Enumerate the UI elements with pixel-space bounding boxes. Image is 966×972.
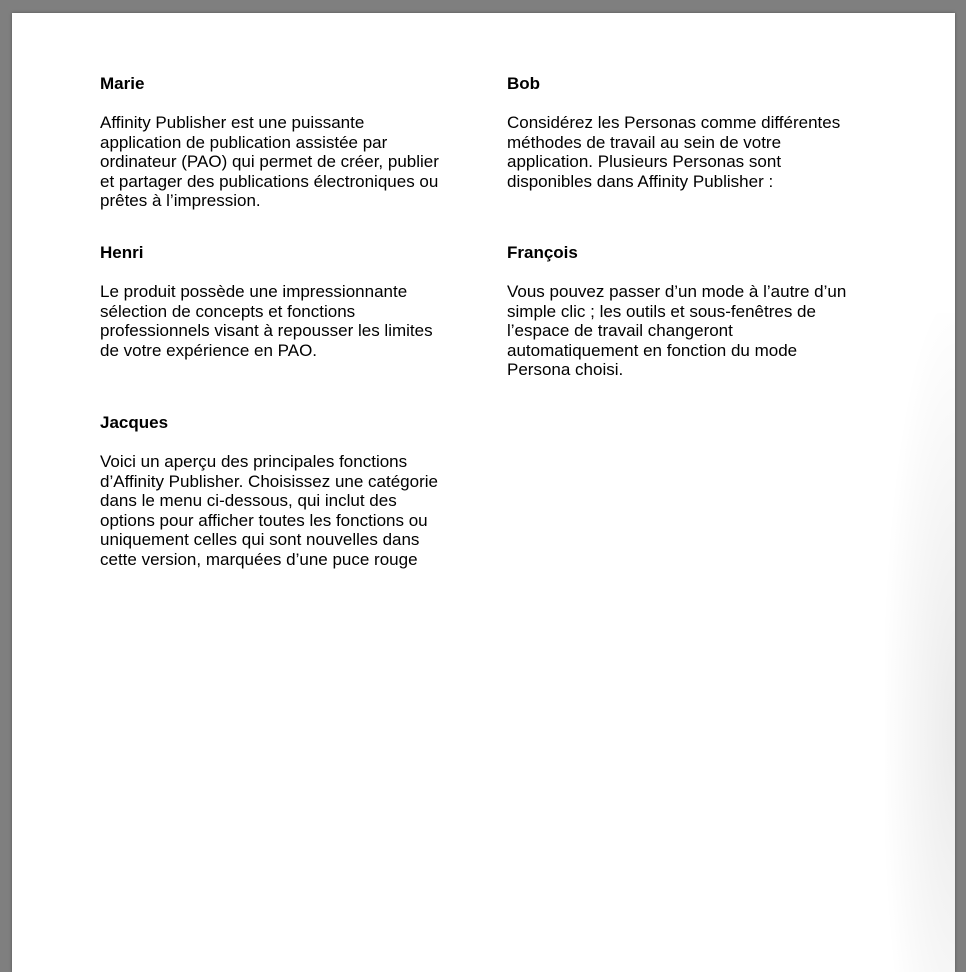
- entry-paragraph: Considérez les Personas comme différentes méthodes de travail au sein de votre application. Plusieurs Personas sont disponibles dans Affinity Publisher :: [507, 113, 841, 191]
- entry-bob: [507, 74, 852, 191]
- entry-marie: [100, 74, 445, 211]
- entry-francois: [507, 243, 852, 380]
- entry-heading: Jacques: [100, 413, 169, 432]
- entry-henri: [100, 243, 445, 360]
- entry-heading: Henri: [100, 243, 144, 262]
- entry-paragraph: Affinity Publisher est une puissante application de publication assistée par ordinateur (PAO) qui permet de créer, publier et partager des publications électroniques ou prêtes à l’impression.: [100, 113, 439, 211]
- entry-paragraph: Le produit possède une impressionnante sélection de concepts et fonctions professionnels visant à repousser les limites de votre expérience en PAO.: [100, 282, 433, 360]
- entry-paragraph: Vous pouvez passer d’un mode à l’autre d’un simple clic ; les outils et sous-fenêtres de l’espace de travail changeront automatiquement en fonction du mode Persona choisi.: [507, 282, 847, 380]
- entry-heading: Bob: [507, 74, 541, 93]
- entry-heading: Marie: [100, 74, 145, 93]
- entry-paragraph: Voici un aperçu des principales fonctions d’Affinity Publisher. Choisissez une catégorie dans le menu ci-dessous, qui inclut des options pour afficher toutes les fonctions ou uniquement celles qui sont nouvelles dans cette version, marquées d’une puce rouge: [100, 452, 438, 569]
- document-page: [12, 13, 955, 972]
- entry-jacques: [100, 413, 445, 570]
- entry-heading: François: [507, 243, 578, 262]
